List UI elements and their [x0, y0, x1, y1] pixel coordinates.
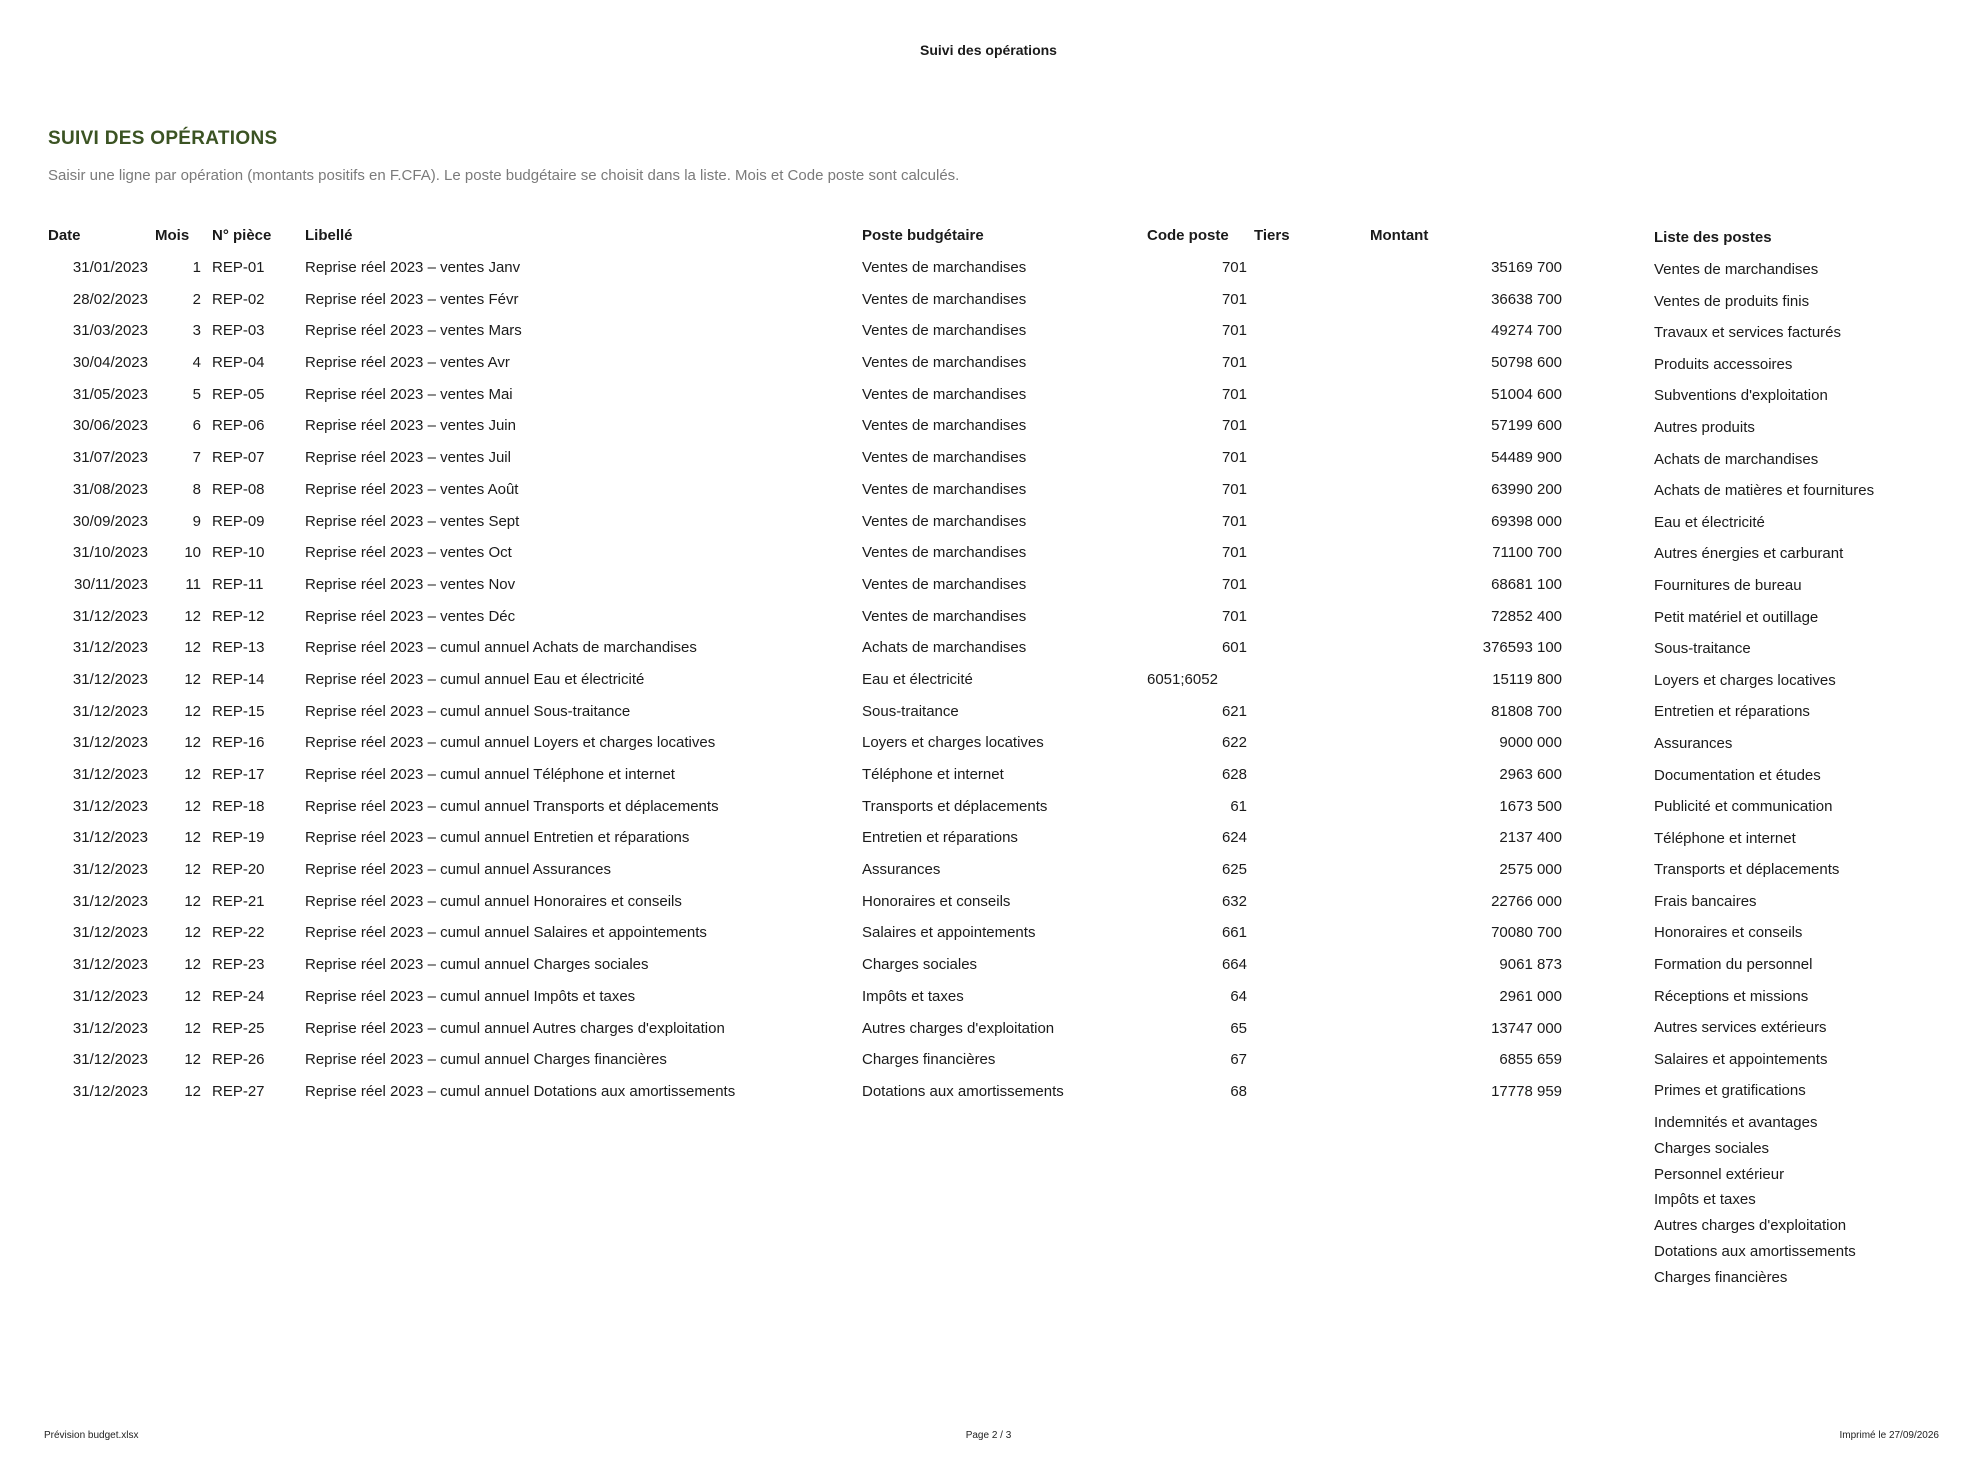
- cell-code: 701: [1221, 290, 1247, 308]
- list-item: Personnel extérieur: [1654, 1165, 1785, 1183]
- cell-mois: 3: [192, 322, 201, 340]
- cell-montant: 49274 700: [1491, 322, 1562, 340]
- cell-mois: 5: [192, 385, 201, 403]
- cell-code: 701: [1221, 385, 1247, 403]
- table-row: [48, 763, 1568, 795]
- list-item: Subventions d'exploitation: [1654, 387, 1828, 405]
- cell-code: 701: [1221, 322, 1247, 340]
- cell-code: 65: [1230, 1019, 1247, 1037]
- cell-poste: Ventes de marchandises: [862, 544, 1027, 562]
- cell-poste: Ventes de marchandises: [862, 575, 1027, 593]
- cell-piece: REP-13: [212, 639, 265, 657]
- cell-libelle: Reprise réel 2023 – cumul annuel Loyers et charges locatives: [305, 734, 716, 752]
- cell-poste: Ventes de marchandises: [862, 512, 1027, 530]
- cell-date: 31/12/2023: [72, 1019, 148, 1037]
- cell-montant: 36638 700: [1491, 290, 1562, 308]
- cell-poste: Impôts et taxes: [862, 987, 964, 1005]
- cell-montant: 57199 600: [1491, 417, 1562, 435]
- column-header-libelle: Libellé: [305, 227, 353, 244]
- cell-code: 701: [1221, 480, 1247, 498]
- cell-mois: 8: [192, 480, 201, 498]
- cell-code: 6051;6052: [1147, 670, 1218, 688]
- list-item: Ventes de produits finis: [1654, 292, 1810, 310]
- cell-piece: REP-10: [212, 544, 265, 562]
- cell-code: 622: [1221, 734, 1247, 752]
- cell-date: 31/12/2023: [72, 829, 148, 847]
- table-row: [48, 478, 1568, 510]
- list-item: Loyers et charges locatives: [1654, 671, 1836, 689]
- cell-montant: 35169 700: [1491, 259, 1562, 276]
- cell-libelle: Reprise réel 2023 – ventes Nov: [305, 575, 516, 593]
- list-item: Primes et gratifications: [1654, 1082, 1806, 1100]
- cell-libelle: Reprise réel 2023 – ventes Févr: [305, 290, 519, 308]
- cell-mois: 12: [184, 1051, 201, 1069]
- cell-mois: 6: [192, 417, 201, 435]
- sheet-subtitle: Saisir une ligne par opération (montants positifs en F.CFA). Le poste budgétaire se choisit dans la liste. Mois et Code poste sont calculés.: [48, 167, 960, 184]
- cell-poste: Eau et électricité: [862, 670, 973, 688]
- cell-libelle: Reprise réel 2023 – cumul annuel Entretien et réparations: [305, 829, 690, 847]
- cell-libelle: Reprise réel 2023 – ventes Janv: [305, 259, 521, 276]
- list-item: Indemnités et avantages: [1654, 1114, 1818, 1132]
- column-header-montant: Montant: [1370, 227, 1429, 244]
- list-item: Ventes de marchandises: [1654, 261, 1819, 278]
- print-header: Suivi des opérations: [920, 42, 1057, 58]
- cell-libelle: Reprise réel 2023 – cumul annuel Téléphone et internet: [305, 766, 675, 783]
- list-item: Téléphone et internet: [1654, 829, 1796, 847]
- table-row: [48, 605, 1568, 637]
- cell-mois: 12: [184, 607, 201, 625]
- cell-montant: 68681 100: [1491, 575, 1562, 593]
- cell-poste: Honoraires et conseils: [862, 892, 1011, 910]
- cell-piece: REP-08: [212, 480, 265, 498]
- cell-montant: 70080 700: [1491, 924, 1562, 942]
- cell-poste: Ventes de marchandises: [862, 607, 1027, 625]
- cell-piece: REP-09: [212, 512, 265, 530]
- list-item: Autres charges d'exploitation: [1654, 1217, 1847, 1235]
- cell-libelle: Reprise réel 2023 – cumul annuel Charges financières: [305, 1051, 667, 1069]
- cell-montant: 17778 959: [1491, 1082, 1562, 1100]
- column-header-code: Code poste: [1147, 227, 1229, 244]
- cell-code: 632: [1221, 892, 1247, 910]
- cell-code: 61: [1230, 797, 1247, 815]
- list-item: Impôts et taxes: [1654, 1191, 1756, 1209]
- cell-poste: Transports et déplacements: [862, 797, 1048, 815]
- table-row: [48, 1048, 1568, 1080]
- cell-poste: Téléphone et internet: [862, 766, 1004, 783]
- footer-print-date: Imprimé le 27/09/2026: [1839, 1430, 1939, 1441]
- table-row: [48, 351, 1568, 383]
- cell-date: 31/01/2023: [72, 259, 148, 276]
- cell-poste: Ventes de marchandises: [862, 385, 1027, 403]
- cell-mois: 12: [184, 670, 201, 688]
- postes-list: [1654, 226, 1954, 1292]
- cell-piece: REP-15: [212, 702, 265, 720]
- cell-mois: 12: [184, 797, 201, 815]
- cell-date: 31/12/2023: [72, 797, 148, 815]
- table-row: [48, 731, 1568, 763]
- cell-libelle: Reprise réel 2023 – cumul annuel Achats de marchandises: [305, 639, 697, 657]
- cell-piece: REP-04: [212, 354, 265, 372]
- cell-code: 701: [1221, 259, 1247, 276]
- table-row: [48, 573, 1568, 605]
- cell-mois: 12: [184, 829, 201, 847]
- list-item: Dotations aux amortissements: [1654, 1243, 1856, 1261]
- cell-piece: REP-24: [212, 987, 265, 1005]
- table-row: [48, 1080, 1568, 1112]
- cell-piece: REP-05: [212, 385, 265, 403]
- column-header-poste: Poste budgétaire: [862, 227, 984, 244]
- cell-date: 30/09/2023: [72, 512, 148, 530]
- cell-code: 68: [1230, 1082, 1247, 1100]
- table-row: [48, 700, 1568, 732]
- cell-piece: REP-02: [212, 290, 265, 308]
- cell-piece: REP-20: [212, 861, 265, 879]
- table-row: [48, 668, 1568, 700]
- cell-mois: 12: [184, 1082, 201, 1100]
- cell-piece: REP-19: [212, 829, 265, 847]
- cell-code: 624: [1221, 829, 1247, 847]
- cell-poste: Assurances: [862, 861, 941, 879]
- cell-montant: 376593 100: [1482, 639, 1562, 657]
- footer-page-number: Page 2 / 3: [965, 1430, 1012, 1441]
- cell-libelle: Reprise réel 2023 – ventes Août: [305, 480, 519, 498]
- cell-poste: Ventes de marchandises: [862, 354, 1027, 372]
- table-row: [48, 446, 1568, 478]
- cell-montant: 22766 000: [1491, 892, 1562, 910]
- cell-date: 31/12/2023: [72, 639, 148, 657]
- cell-code: 701: [1221, 354, 1247, 372]
- postes-list-header: Liste des postes: [1654, 229, 1772, 246]
- cell-date: 31/12/2023: [72, 892, 148, 910]
- cell-montant: 15119 800: [1492, 670, 1562, 688]
- table-row: [48, 858, 1568, 890]
- cell-libelle: Reprise réel 2023 – cumul annuel Dotations aux amortissements: [305, 1082, 736, 1100]
- cell-poste: Ventes de marchandises: [862, 480, 1027, 498]
- cell-montant: 1673 500: [1499, 797, 1562, 815]
- cell-libelle: Reprise réel 2023 – cumul annuel Assurances: [305, 861, 612, 879]
- list-item: Réceptions et missions: [1654, 987, 1809, 1005]
- cell-date: 31/12/2023: [72, 924, 148, 942]
- cell-piece: REP-16: [212, 734, 265, 752]
- table-row: [48, 383, 1568, 415]
- cell-mois: 9: [192, 512, 201, 530]
- cell-code: 601: [1221, 639, 1247, 657]
- cell-date: 31/12/2023: [72, 766, 148, 783]
- cell-libelle: Reprise réel 2023 – cumul annuel Autres charges d'exploitation: [305, 1019, 725, 1037]
- list-item: Produits accessoires: [1654, 355, 1793, 373]
- cell-date: 31/12/2023: [72, 670, 148, 688]
- cell-poste: Entretien et réparations: [862, 829, 1018, 847]
- cell-date: 31/10/2023: [72, 544, 148, 562]
- cell-montant: 63990 200: [1491, 480, 1562, 498]
- cell-date: 31/12/2023: [72, 1051, 148, 1069]
- table-row: [48, 541, 1568, 573]
- table-row: [48, 510, 1568, 542]
- sheet-title: SUIVI DES OPÉRATIONS: [48, 128, 278, 149]
- cell-poste: Ventes de marchandises: [862, 417, 1027, 435]
- cell-code: 701: [1221, 449, 1247, 467]
- list-item: Salaires et appointements: [1654, 1050, 1828, 1068]
- table-row: [48, 921, 1568, 953]
- cell-libelle: Reprise réel 2023 – cumul annuel Sous-traitance: [305, 702, 631, 720]
- cell-date: 31/12/2023: [72, 1082, 148, 1100]
- cell-montant: 50798 600: [1491, 354, 1562, 372]
- table-row: [48, 414, 1568, 446]
- cell-piece: REP-22: [212, 924, 265, 942]
- list-item: Sous-traitance: [1654, 640, 1751, 658]
- cell-poste: Ventes de marchandises: [862, 322, 1027, 340]
- cell-mois: 11: [185, 575, 201, 593]
- cell-code: 628: [1221, 766, 1247, 783]
- cell-montant: 54489 900: [1491, 449, 1562, 467]
- cell-libelle: Reprise réel 2023 – cumul annuel Charges sociales: [305, 956, 649, 974]
- cell-mois: 12: [184, 892, 201, 910]
- list-item: Fournitures de bureau: [1654, 576, 1802, 594]
- cell-code: 701: [1221, 607, 1247, 625]
- cell-libelle: Reprise réel 2023 – cumul annuel Impôts et taxes: [305, 987, 636, 1005]
- list-item: Autres produits: [1654, 418, 1755, 436]
- list-item: Assurances: [1654, 734, 1733, 752]
- cell-libelle: Reprise réel 2023 – ventes Juil: [305, 449, 511, 467]
- table-row: [48, 256, 1568, 288]
- cell-mois: 12: [184, 766, 201, 783]
- cell-date: 28/02/2023: [72, 290, 148, 308]
- list-item: Transports et déplacements: [1654, 861, 1840, 879]
- column-header-piece: N° pièce: [212, 227, 272, 244]
- cell-code: 701: [1221, 544, 1247, 562]
- column-header-tiers: Tiers: [1254, 227, 1290, 244]
- cell-montant: 13747 000: [1491, 1019, 1562, 1037]
- list-item: Petit matériel et outillage: [1654, 608, 1819, 626]
- cell-piece: REP-26: [212, 1051, 265, 1069]
- table-row: [48, 795, 1568, 827]
- cell-montant: 6855 659: [1499, 1051, 1562, 1069]
- cell-montant: 69398 000: [1491, 512, 1562, 530]
- cell-poste: Salaires et appointements: [862, 924, 1036, 942]
- cell-montant: 71100 700: [1492, 544, 1562, 562]
- list-item: Autres énergies et carburant: [1654, 545, 1844, 563]
- cell-montant: 51004 600: [1491, 385, 1562, 403]
- cell-date: 31/12/2023: [72, 734, 148, 752]
- cell-mois: 2: [192, 290, 201, 308]
- cell-mois: 1: [192, 259, 201, 276]
- list-item: Autres services extérieurs: [1654, 1019, 1827, 1037]
- cell-date: 31/12/2023: [72, 861, 148, 879]
- table-row: [48, 636, 1568, 668]
- cell-code: 67: [1230, 1051, 1247, 1069]
- cell-date: 31/12/2023: [72, 956, 148, 974]
- footer-filename: Prévision budget.xlsx: [44, 1430, 139, 1441]
- cell-libelle: Reprise réel 2023 – cumul annuel Transports et déplacements: [305, 797, 719, 815]
- list-item: Honoraires et conseils: [1654, 924, 1803, 942]
- cell-poste: Sous-traitance: [862, 702, 959, 720]
- table-row: [48, 1017, 1568, 1049]
- cell-mois: 7: [192, 449, 201, 467]
- list-item: Achats de matières et fournitures: [1654, 482, 1875, 500]
- cell-libelle: Reprise réel 2023 – cumul annuel Honoraires et conseils: [305, 892, 682, 910]
- cell-montant: 9000 000: [1499, 734, 1562, 752]
- cell-libelle: Reprise réel 2023 – ventes Déc: [305, 607, 516, 625]
- cell-piece: REP-14: [212, 670, 265, 688]
- cell-mois: 12: [184, 734, 201, 752]
- cell-date: 30/04/2023: [72, 354, 148, 372]
- cell-mois: 12: [184, 956, 201, 974]
- list-item: Charges sociales: [1654, 1139, 1770, 1157]
- cell-mois: 12: [184, 924, 201, 942]
- cell-libelle: Reprise réel 2023 – ventes Mars: [305, 322, 522, 340]
- cell-montant: 72852 400: [1491, 607, 1562, 625]
- list-item: Entretien et réparations: [1654, 703, 1810, 721]
- list-item: Frais bancaires: [1654, 892, 1757, 910]
- cell-montant: 2575 000: [1499, 861, 1562, 879]
- cell-libelle: Reprise réel 2023 – ventes Avr: [305, 354, 510, 372]
- cell-mois: 12: [184, 639, 201, 657]
- cell-mois: 4: [192, 354, 201, 372]
- cell-libelle: Reprise réel 2023 – ventes Mai: [305, 385, 513, 403]
- cell-code: 64: [1230, 987, 1247, 1005]
- cell-mois: 12: [184, 861, 201, 879]
- cell-poste: Autres charges d'exploitation: [862, 1019, 1055, 1037]
- cell-date: 31/05/2023: [72, 385, 148, 403]
- table-header-row: [48, 224, 1568, 256]
- cell-date: 31/08/2023: [72, 480, 148, 498]
- cell-piece: REP-17: [212, 766, 265, 783]
- cell-date: 31/07/2023: [72, 449, 148, 467]
- cell-mois: 12: [184, 1019, 201, 1037]
- cell-mois: 12: [184, 987, 201, 1005]
- cell-date: 31/12/2023: [72, 607, 148, 625]
- cell-piece: REP-12: [212, 607, 265, 625]
- cell-date: 30/06/2023: [72, 417, 148, 435]
- list-item: Achats de marchandises: [1654, 450, 1819, 468]
- cell-code: 701: [1221, 417, 1247, 435]
- cell-poste: Achats de marchandises: [862, 639, 1027, 657]
- cell-code: 701: [1221, 512, 1247, 530]
- cell-date: 31/03/2023: [72, 322, 148, 340]
- table-row: [48, 890, 1568, 922]
- cell-piece: REP-03: [212, 322, 265, 340]
- list-item: Formation du personnel: [1654, 956, 1813, 974]
- cell-montant: 2137 400: [1499, 829, 1562, 847]
- column-header-mois: Mois: [155, 227, 190, 244]
- cell-montant: 9061 873: [1499, 956, 1562, 974]
- list-item: Eau et électricité: [1654, 513, 1765, 531]
- cell-mois: 12: [184, 702, 201, 720]
- cell-piece: REP-06: [212, 417, 265, 435]
- cell-piece: REP-21: [212, 892, 265, 910]
- list-item: Travaux et services facturés: [1654, 324, 1842, 342]
- cell-piece: REP-18: [212, 797, 265, 815]
- cell-piece: REP-11: [212, 575, 264, 593]
- cell-date: 31/12/2023: [72, 987, 148, 1005]
- cell-piece: REP-23: [212, 956, 265, 974]
- list-item: Charges financières: [1654, 1268, 1788, 1286]
- cell-date: 30/11/2023: [74, 575, 148, 593]
- cell-libelle: Reprise réel 2023 – ventes Juin: [305, 417, 516, 435]
- cell-code: 661: [1221, 924, 1247, 942]
- cell-montant: 2961 000: [1499, 987, 1562, 1005]
- column-header-date: Date: [48, 227, 81, 244]
- table-row: [48, 953, 1568, 985]
- cell-piece: REP-07: [212, 449, 265, 467]
- cell-date: 31/12/2023: [72, 702, 148, 720]
- cell-piece: REP-01: [212, 259, 265, 276]
- cell-libelle: Reprise réel 2023 – ventes Oct: [305, 544, 512, 562]
- cell-libelle: Reprise réel 2023 – cumul annuel Eau et électricité: [305, 670, 645, 688]
- cell-poste: Charges sociales: [862, 956, 978, 974]
- cell-poste: Ventes de marchandises: [862, 449, 1027, 467]
- cell-poste: Ventes de marchandises: [862, 259, 1027, 276]
- table-row: [48, 985, 1568, 1017]
- cell-code: 625: [1221, 861, 1247, 879]
- table-row: [48, 826, 1568, 858]
- table-row: [48, 288, 1568, 320]
- cell-montant: 2963 600: [1499, 766, 1562, 783]
- postes-list-items: [1654, 258, 1954, 1292]
- cell-poste: Dotations aux amortissements: [862, 1082, 1064, 1100]
- table-row: [48, 319, 1568, 351]
- table-body: [48, 256, 1568, 1112]
- cell-piece: REP-27: [212, 1082, 265, 1100]
- cell-piece: REP-25: [212, 1019, 265, 1037]
- list-item: Publicité et communication: [1654, 798, 1833, 816]
- cell-code: 701: [1221, 575, 1247, 593]
- cell-poste: Ventes de marchandises: [862, 290, 1027, 308]
- cell-libelle: Reprise réel 2023 – ventes Sept: [305, 512, 520, 530]
- list-item: Documentation et études: [1654, 766, 1821, 784]
- cell-code: 621: [1221, 702, 1247, 720]
- cell-libelle: Reprise réel 2023 – cumul annuel Salaires et appointements: [305, 924, 707, 942]
- operations-table: [48, 224, 1568, 1112]
- cell-poste: Loyers et charges locatives: [862, 734, 1044, 752]
- cell-mois: 10: [184, 544, 201, 562]
- cell-poste: Charges financières: [862, 1051, 996, 1069]
- cell-code: 664: [1221, 956, 1247, 974]
- cell-montant: 81808 700: [1491, 702, 1562, 720]
